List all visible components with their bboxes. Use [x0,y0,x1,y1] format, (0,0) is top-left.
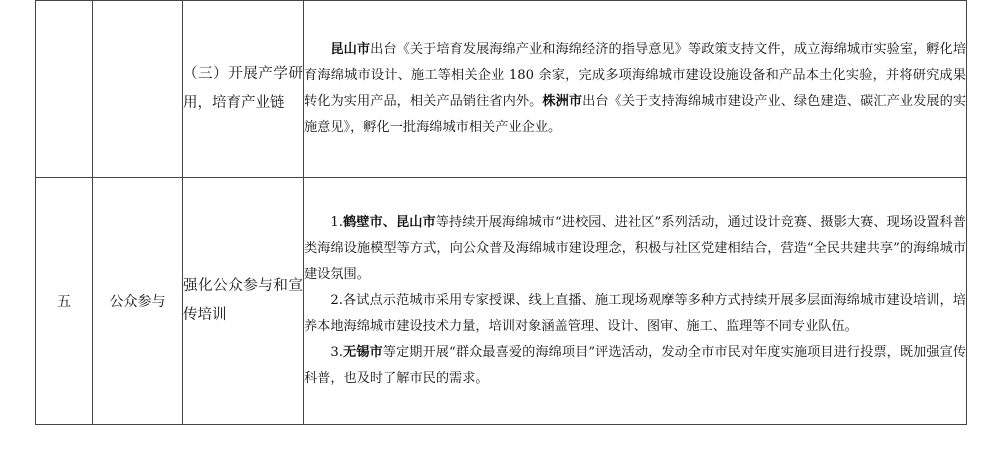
measures-cell [304,1,967,178]
category-cell: 公众参与 [93,178,183,425]
city-name: 鹤壁市、昆山市 [342,215,436,230]
measure-text: 3. [330,345,343,360]
policy-table [35,0,967,425]
table-row [36,178,967,425]
city-name: 无锡市 [342,345,383,360]
measure-text: 出台《关于支持海绵城市建设产业、绿色建造、碳汇产业发展的实施意见》，孵化一批海绵城市相关产业企业。 [304,94,967,135]
city-name: 株洲市 [542,94,583,109]
measures-cell [304,178,967,425]
measure-text: 等定期开展“群众最喜爱的海绵项目”评选活动，发动全市市民对年度实施项目进行投票，既加强宣传科普，也及时了解市民的需求。 [304,345,967,386]
row-number-cell: 五 [36,178,93,425]
measure-text: 2.各试点示范城市采用专家授课、线上直播、施工现场观摩等多种方式持续开展多层面海绵城市建设培训，培养本地海绵城市建设技术力量，培训对象涵盖管理、设计、图审、施工、监理等不同专业队伍。 [304,293,966,334]
measure-paragraph [304,37,966,141]
row-number-cell [36,1,93,178]
measure-text: 1. [330,215,343,230]
task-cell: （三）开展产学研用，培育产业链 [183,1,304,178]
measure-paragraph [304,210,966,288]
measure-paragraph [304,340,966,392]
measure-text: 等持续开展海绵城市“进校园、进社区”系列活动，通过设计竞赛、摄影大赛、现场设置科普类海绵设施模型等方式，向公众普及海绵城市建设理念，积极与社区党建相结合，营造“全民共建共享”的海绵城市建设氛围。 [304,215,966,282]
task-cell: 强化公众参与和宣传培训 [183,178,304,425]
city-name: 昆山市 [330,42,371,57]
measure-text: 出台《关于培育发展海绵产业和海绵经济的指导意见》等政策支持文件，成立海绵城市实验室，孵化培育海绵城市设计、施工等相关企业 180 余家，完成多项海绵城市建设设施设备和产品本土化实验，并将研究成果转化为实用产品，相关产品销往省内外。 [304,42,967,109]
table-row [36,1,967,178]
category-cell [93,1,183,178]
measure-paragraph [304,288,966,340]
